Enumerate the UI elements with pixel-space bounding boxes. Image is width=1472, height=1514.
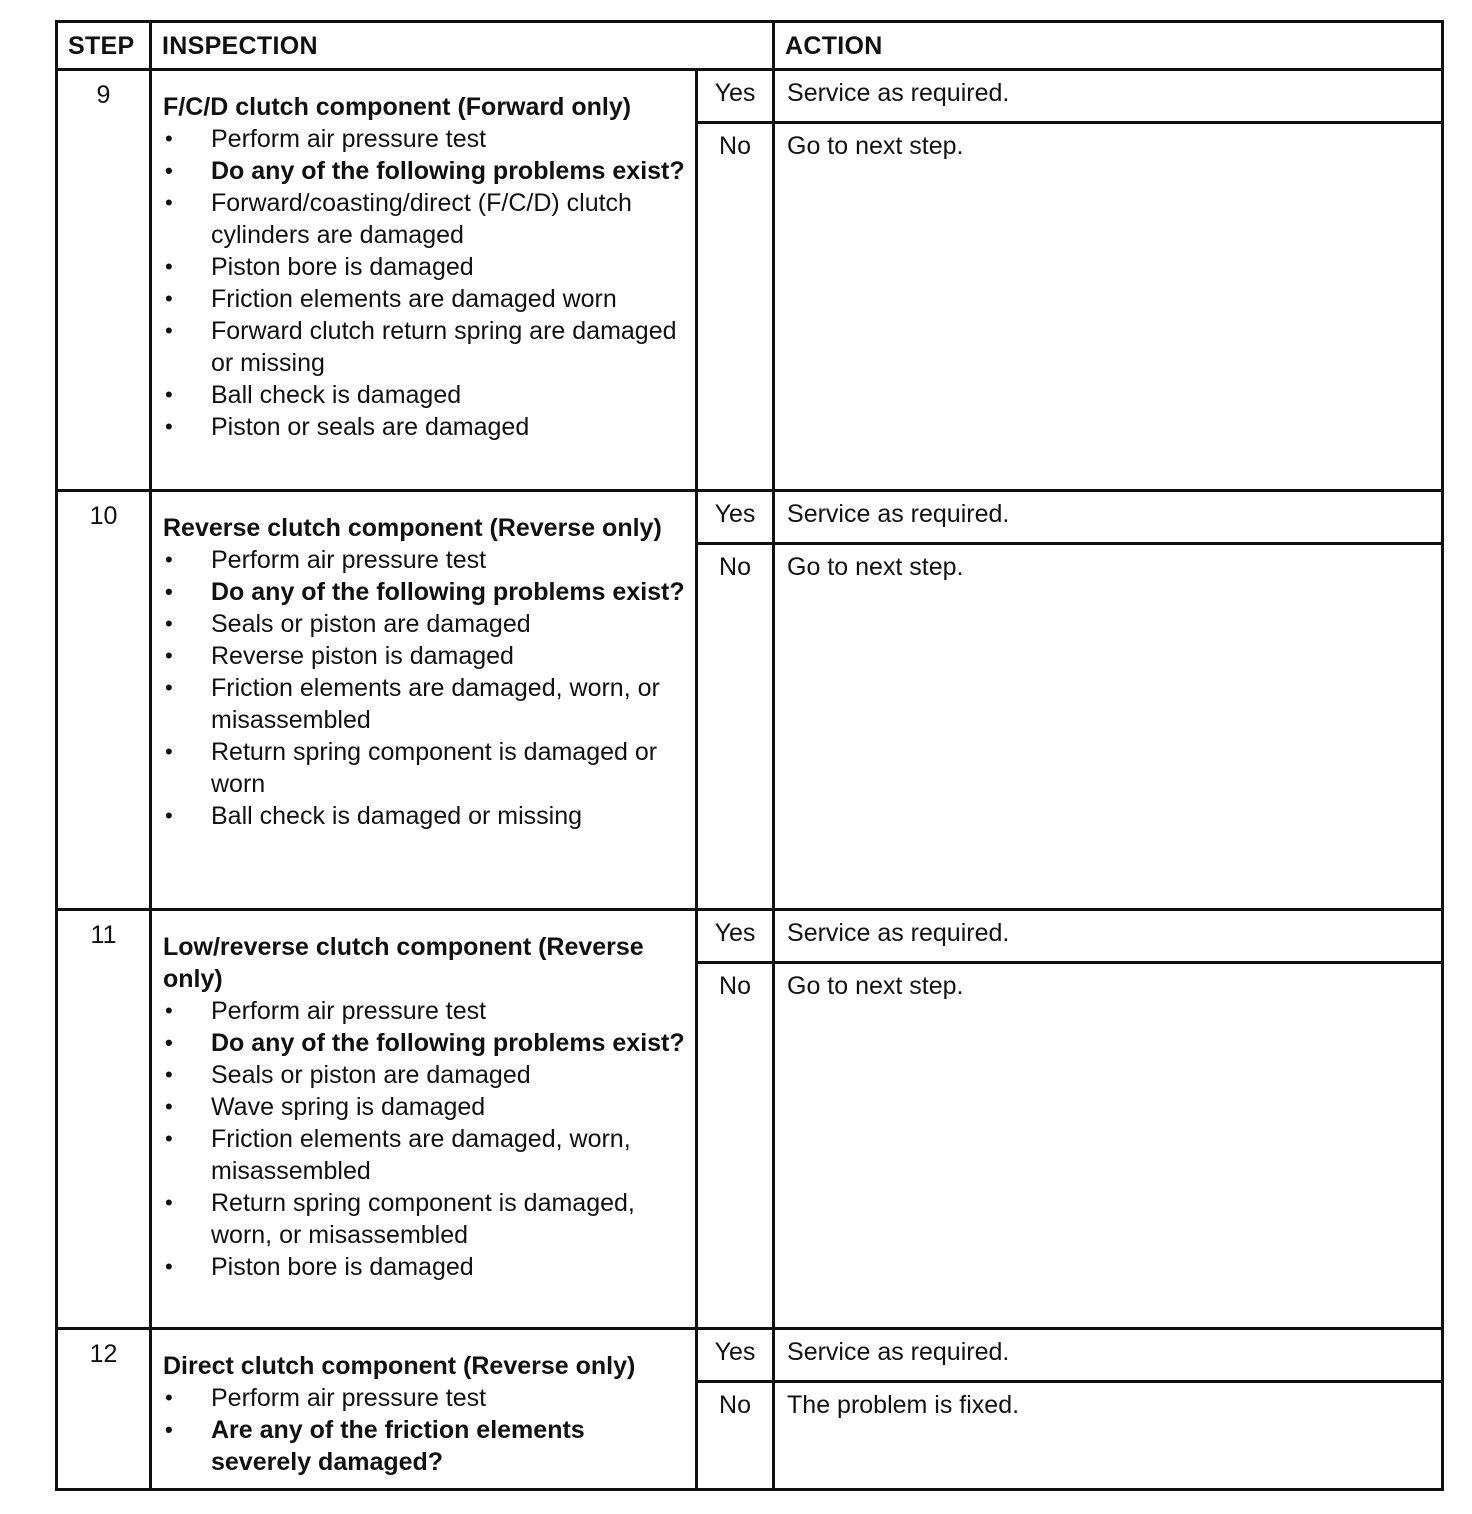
no-action: Go to next step.	[774, 963, 1443, 1329]
yes-label: Yes	[697, 491, 774, 544]
inspection-item-text: Seals or piston are damaged	[211, 1061, 531, 1089]
step-number: 9	[57, 70, 151, 491]
step-number: 12	[57, 1329, 151, 1490]
yes-action: Service as required.	[774, 70, 1443, 123]
bullet-icon: •	[165, 414, 173, 439]
bullet-icon: •	[165, 1417, 173, 1442]
inspection-item	[163, 1091, 685, 1123]
bullet-icon: •	[165, 547, 173, 572]
inspection-item-text: Do any of the following problems exist?	[211, 157, 685, 185]
bullet-icon: •	[165, 286, 173, 311]
inspection-item	[163, 283, 685, 315]
bullet-icon: •	[165, 675, 173, 700]
inspection-item-text: Piston or seals are damaged	[211, 413, 530, 441]
inspection-item	[163, 736, 685, 800]
yes-label: Yes	[697, 910, 774, 963]
inspection-cell	[151, 491, 697, 910]
bullet-icon: •	[165, 611, 173, 636]
bullet-icon: •	[165, 318, 173, 343]
inspection-list	[163, 995, 685, 1283]
inspection-item	[163, 411, 685, 443]
step-row	[57, 910, 1443, 963]
bullet-icon: •	[165, 1094, 173, 1119]
no-label: No	[697, 544, 774, 910]
inspection-item	[163, 1382, 685, 1414]
action-header: ACTION	[774, 22, 1443, 70]
inspection-title: Reverse clutch component (Reverse only)	[163, 514, 662, 542]
inspection-item-text: Reverse piston is damaged	[211, 642, 514, 670]
bullet-icon: •	[165, 254, 173, 279]
inspection-item	[163, 379, 685, 411]
inspection-item-text: Piston bore is damaged	[211, 253, 474, 281]
step-row	[57, 70, 1443, 123]
bullet-icon: •	[165, 579, 173, 604]
inspection-item-text: Perform air pressure test	[211, 1384, 487, 1412]
inspection-item-text: Do any of the following problems exist?	[211, 1029, 685, 1057]
inspection-list	[163, 123, 685, 443]
bullet-icon: •	[165, 1126, 173, 1151]
inspection-item-text: Return spring component is damaged or worn	[211, 738, 658, 798]
yes-action: Service as required.	[774, 491, 1443, 544]
inspection-question	[163, 1414, 685, 1478]
inspection-item	[163, 544, 685, 576]
inspection-question	[163, 155, 685, 187]
header-row	[57, 22, 1443, 70]
inspection-item-text: Friction elements are damaged worn	[211, 285, 617, 313]
inspection-title: F/C/D clutch component (Forward only)	[163, 93, 632, 121]
inspection-item	[163, 672, 685, 736]
diagnostic-table	[55, 20, 1444, 1491]
yes-label: Yes	[697, 1329, 774, 1382]
inspection-item-text: Friction elements are damaged, worn, or misassembled	[211, 674, 660, 734]
bullet-icon: •	[165, 1190, 173, 1215]
bullet-icon: •	[165, 158, 173, 183]
inspection-list	[163, 544, 685, 832]
inspection-item-text: Ball check is damaged or missing	[211, 802, 582, 830]
no-label: No	[697, 1382, 774, 1490]
inspection-item-text: Wave spring is damaged	[211, 1093, 486, 1121]
yes-label: Yes	[697, 70, 774, 123]
no-action: Go to next step.	[774, 123, 1443, 491]
bullet-icon: •	[165, 643, 173, 668]
inspection-item-text: Are any of the friction elements severely damaged?	[211, 1416, 585, 1476]
inspection-item	[163, 123, 685, 155]
inspection-item	[163, 800, 685, 832]
inspection-item-text: Forward clutch return spring are damaged or missing	[211, 317, 677, 377]
no-action: Go to next step.	[774, 544, 1443, 910]
bullet-icon: •	[165, 739, 173, 764]
step-header: STEP	[57, 22, 151, 70]
inspection-cell	[151, 910, 697, 1329]
inspection-item-text: Perform air pressure test	[211, 125, 487, 153]
bullet-icon: •	[165, 190, 173, 215]
inspection-title: Direct clutch component (Reverse only)	[163, 1352, 636, 1380]
inspection-item-text: Do any of the following problems exist?	[211, 578, 685, 606]
inspection-item-text: Ball check is damaged	[211, 381, 462, 409]
no-label: No	[697, 123, 774, 491]
inspection-cell	[151, 1329, 697, 1490]
inspection-item-text: Forward/coasting/direct (F/C/D) clutch cylinders are damaged	[211, 189, 632, 249]
step-number: 11	[57, 910, 151, 1329]
inspection-header: INSPECTION	[151, 22, 774, 70]
bullet-icon: •	[165, 998, 173, 1023]
inspection-item-text: Return spring component is damaged, worn, or misassembled	[211, 1189, 635, 1249]
inspection-item	[163, 1251, 685, 1283]
bullet-icon: •	[165, 803, 173, 828]
inspection-item-text: Perform air pressure test	[211, 997, 487, 1025]
inspection-question	[163, 576, 685, 608]
no-label: No	[697, 963, 774, 1329]
inspection-title: Low/reverse clutch component (Reverse only)	[163, 933, 644, 993]
inspection-item	[163, 995, 685, 1027]
inspection-item	[163, 1059, 685, 1091]
step-row	[57, 1329, 1443, 1382]
inspection-item	[163, 1123, 685, 1187]
inspection-list	[163, 1382, 685, 1478]
inspection-item-text: Friction elements are damaged, worn, misassembled	[211, 1125, 631, 1185]
bullet-icon: •	[165, 1062, 173, 1087]
table-body	[57, 70, 1443, 1490]
inspection-item	[163, 187, 685, 251]
step-number: 10	[57, 491, 151, 910]
bullet-icon: •	[165, 1030, 173, 1055]
inspection-item	[163, 251, 685, 283]
bullet-icon: •	[165, 1254, 173, 1279]
inspection-item-text: Piston bore is damaged	[211, 1253, 474, 1281]
inspection-item	[163, 640, 685, 672]
inspection-question	[163, 1027, 685, 1059]
bullet-icon: •	[165, 1385, 173, 1410]
bullet-icon: •	[165, 382, 173, 407]
inspection-item-text: Perform air pressure test	[211, 546, 487, 574]
no-action: The problem is fixed.	[774, 1382, 1443, 1490]
inspection-item	[163, 608, 685, 640]
yes-action: Service as required.	[774, 1329, 1443, 1382]
yes-action: Service as required.	[774, 910, 1443, 963]
inspection-item	[163, 1187, 685, 1251]
inspection-item	[163, 315, 685, 379]
inspection-cell	[151, 70, 697, 491]
bullet-icon: •	[165, 126, 173, 151]
inspection-item-text: Seals or piston are damaged	[211, 610, 531, 638]
step-row	[57, 491, 1443, 544]
